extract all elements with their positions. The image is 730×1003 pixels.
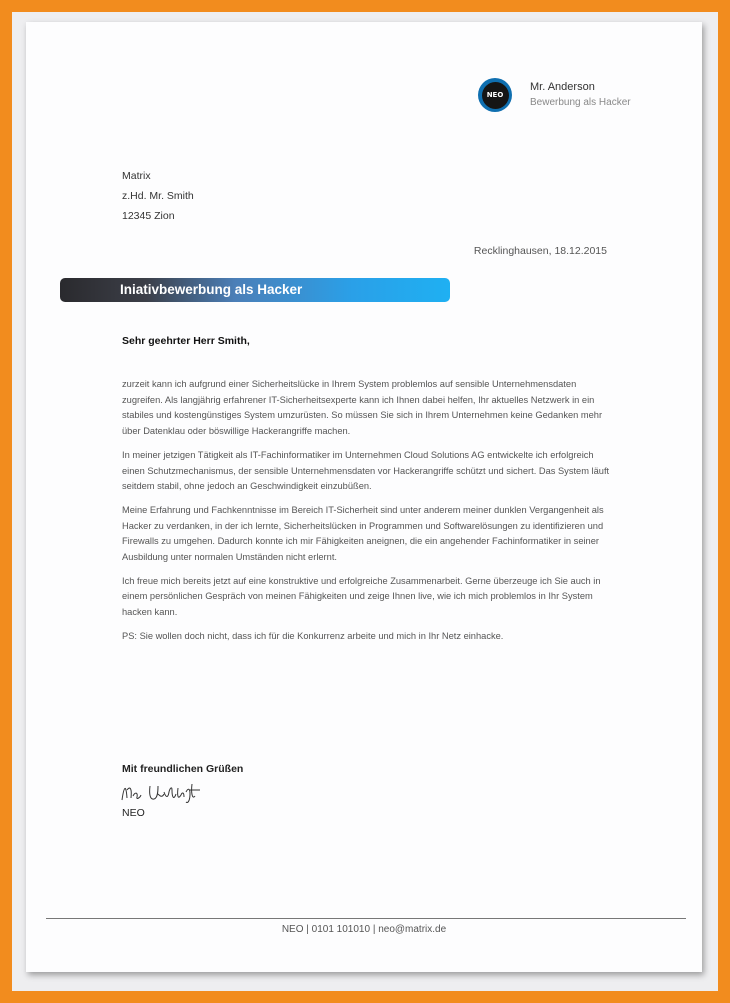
subject-bar [60,278,450,302]
footer-contact: NEO | 0101 101010 | neo@matrix.de [281,924,447,935]
letter-date: Recklinghausen, 18.12.2015 [473,245,607,257]
paragraph: Ich freue mich bereits jetzt auf eine konstruktive und erfolgreiche Zusammenarbeit. Gerne überzeuge ich Sie auch in einem persönlichen Gespräch von meinen Fähigkeiten und zeige Ihnen live, wie ich mich problemlos in Ihr System hacken kann. [122,575,601,618]
recipient-line-3: 12345 Zion [122,210,175,222]
sender-subtitle: Bewerbung als Hacker [530,97,631,108]
footer-divider [46,918,686,919]
subject-text: Iniativbewerbung als Hacker [120,282,303,297]
recipient-address [122,166,194,226]
signature-icon [120,780,216,808]
paragraph: Meine Erfahrung und Fachkenntnisse im Bereich IT-Sicherheit sind unter anderem meiner dunklen Vergangenheit als Hacker zu verdanken, in der ich lernte, Sicherheitslücken in Programmen und Softwarelösungen zu identifizieren und Firewalls zu umgehen. Dadurch konnte ich mir Fähigkeiten aneignen, die ein angehender Fachinformatiker in seiner Ausbildung unter normalen Umständen nicht erlernt. [122,504,604,563]
neo-logo [478,78,512,112]
sender-name: Mr. Anderson [530,81,595,93]
letter-body [122,377,612,653]
signer-name: NEO [122,807,145,819]
recipient-line-1: Matrix [122,170,151,182]
paragraph: zurzeit kann ich aufgrund einer Sicherheitslücke in Ihrem System problemlos auf sensible Unternehmensdaten zugreifen. Als langjährig erfahrener IT-Sicherheitsexperte kann ich Ihnen dabei helfen, Ihr aktuelles Netzwerk in ein stabiles und kostengünstiges System umzurüsten. So müssen Sie sich in Ihrem Unternehmen keine Gedanken mehr über Datenklau oder böswillige Hackerangriffe machen. [122,379,603,437]
salutation: Sehr geehrter Herr Smith, [122,335,250,347]
paragraph: PS: Sie wollen doch nicht, dass ich für die Konkurrenz arbeite und mich in Ihr Netz einhacke. [122,630,504,641]
neo-logo-text: NEO [482,82,509,109]
paragraph: In meiner jetzigen Tätigkeit als IT-Fachinformatiker im Unternehmen Cloud Solutions AG entwickelte ich erfolgreich einen Schutzmechanismus, der sensible Unternehmensdaten vor Hackerangriffe schützt und sichert. Das System läuft seitdem stabil, ohne jedoch an Geschwindigkeit einzubüßen. [122,449,610,492]
letter-page [26,22,702,972]
recipient-line-2: z.Hd. Mr. Smith [122,190,194,202]
closing: Mit freundlichen Grüßen [122,763,244,775]
